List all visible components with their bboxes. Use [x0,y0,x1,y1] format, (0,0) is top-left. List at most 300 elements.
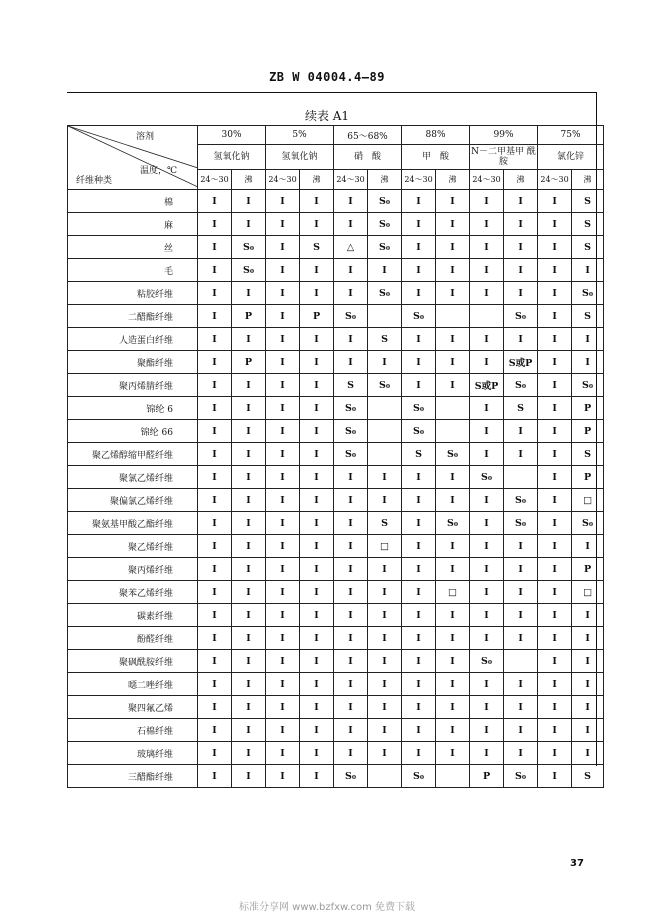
fiber-name: 酚醛纤维 [68,627,198,650]
solubility-cell: I [266,512,300,535]
solubility-cell: I [266,213,300,236]
solubility-cell: I [334,604,368,627]
solubility-cell: I [334,558,368,581]
solubility-cell: I [368,627,402,650]
solubility-cell: I [572,696,604,719]
solubility-cell: I [198,512,232,535]
solubility-cell: S₀ [572,374,604,397]
solvent-concentration: 30% [198,126,266,145]
solubility-cell: I [198,259,232,282]
solubility-cell: I [266,420,300,443]
solubility-cell: I [334,213,368,236]
solubility-cell: I [334,535,368,558]
table-row [68,236,604,259]
temperature-header: 24～30 [402,170,436,190]
solubility-cell: I [504,259,538,282]
solubility-cell: I [402,328,436,351]
solubility-cell: I [436,190,470,213]
solubility-cell: I [402,719,436,742]
solubility-cell: I [470,489,504,512]
solubility-cell: S或P [470,374,504,397]
solubility-cell: I [232,466,266,489]
solubility-cell: I [436,604,470,627]
solubility-cell: I [436,719,470,742]
solubility-cell: I [300,420,334,443]
solubility-cell: I [402,673,436,696]
solubility-cell: I [436,213,470,236]
solubility-cell: I [538,328,572,351]
solubility-cell: I [470,420,504,443]
solubility-cell: I [470,351,504,374]
solubility-cell: I [436,627,470,650]
solubility-cell: I [402,650,436,673]
table-row [68,673,604,696]
solubility-cell: I [334,282,368,305]
solvent-name: 氢氧化钠 [266,145,334,170]
solubility-cell: I [538,719,572,742]
corner-temp-label: 温度，℃ [140,166,178,176]
solubility-cell: S [572,213,604,236]
solubility-cell: I [266,374,300,397]
solubility-cell: I [300,673,334,696]
solubility-cell: I [504,535,538,558]
solubility-cell: S₀ [232,259,266,282]
solubility-cell: S₀ [504,512,538,535]
solubility-cell: I [470,696,504,719]
solubility-cell: I [266,466,300,489]
solubility-cell: I [402,604,436,627]
temperature-header: 沸 [232,170,266,190]
solubility-cell: I [572,535,604,558]
solubility-cell: I [334,259,368,282]
solubility-cell: △ [334,236,368,259]
solubility-cell: I [300,512,334,535]
solubility-cell: I [266,696,300,719]
solubility-cell: I [266,489,300,512]
solubility-cell: I [198,466,232,489]
solubility-cell: I [538,213,572,236]
solubility-cell: I [572,650,604,673]
solubility-cell: I [436,236,470,259]
solubility-cell [504,650,538,673]
solvent-concentration: 75% [538,126,604,145]
fiber-name: 丝 [68,236,198,259]
solubility-cell: I [470,282,504,305]
solubility-cell: I [402,466,436,489]
solubility-cell: I [368,466,402,489]
solubility-cell: I [232,420,266,443]
solubility-cell: I [572,719,604,742]
solubility-cell: I [470,627,504,650]
table-row [68,765,604,788]
solubility-cell: I [232,374,266,397]
table-row [68,466,604,489]
solubility-cell: P [300,305,334,328]
fiber-name: 石棉纤维 [68,719,198,742]
solubility-cell: I [334,719,368,742]
fiber-name: 粘胶纤维 [68,282,198,305]
solubility-cell: I [198,650,232,673]
solubility-cell: S₀ [368,236,402,259]
solubility-cell: I [504,604,538,627]
solubility-cell: I [198,190,232,213]
solubility-cell [368,765,402,788]
solubility-cell: I [266,351,300,374]
solubility-cell: S₀ [368,282,402,305]
fiber-name: 聚丙烯腈纤维 [68,374,198,397]
fiber-name: 棉 [68,190,198,213]
solubility-cell: I [368,696,402,719]
solubility-cell [368,443,402,466]
table-row [68,282,604,305]
solubility-cell: S₀ [504,765,538,788]
solubility-cell: I [266,627,300,650]
solubility-cell: I [572,673,604,696]
solubility-cell [368,420,402,443]
solubility-cell: I [470,259,504,282]
solubility-cell: I [436,742,470,765]
solubility-cell: □ [436,581,470,604]
solubility-cell: I [538,535,572,558]
solubility-cell: I [266,259,300,282]
solubility-cell: I [232,190,266,213]
solubility-cell: I [402,558,436,581]
solubility-cell: S₀ [368,374,402,397]
solvent-name: 甲 酸 [402,145,470,170]
temperature-header: 24～30 [198,170,232,190]
solubility-cell: I [300,213,334,236]
solubility-cell: S [572,236,604,259]
solubility-cell: I [198,305,232,328]
solubility-cell: I [232,443,266,466]
solubility-cell: I [300,765,334,788]
solubility-cell: S₀ [572,282,604,305]
solubility-cell: I [402,627,436,650]
solubility-cell: I [334,650,368,673]
solubility-cell: I [470,190,504,213]
fiber-name: 人造蛋白纤维 [68,328,198,351]
solubility-cell: I [470,719,504,742]
solubility-cell: I [368,259,402,282]
fiber-name: 碳素纤维 [68,604,198,627]
solubility-cell: I [504,673,538,696]
solubility-cell: I [402,190,436,213]
solubility-cell: I [198,397,232,420]
solubility-cell: I [402,535,436,558]
solubility-cell: I [368,489,402,512]
solubility-cell: I [470,397,504,420]
solubility-cell: I [402,374,436,397]
solubility-cell: I [300,719,334,742]
solubility-cell: P [232,351,266,374]
solubility-cell: I [538,558,572,581]
table-row [68,742,604,765]
solubility-cell: S₀ [232,236,266,259]
table-row [68,213,604,236]
page-number: 37 [570,858,584,869]
solubility-cell: I [266,581,300,604]
solubility-cell: I [334,466,368,489]
solubility-cell: I [266,673,300,696]
solubility-cell: I [198,328,232,351]
solubility-cell: I [300,742,334,765]
solubility-cell: S [368,512,402,535]
solubility-cell: I [436,351,470,374]
solubility-cell: I [266,190,300,213]
solubility-cell: I [572,742,604,765]
solubility-cell: I [436,558,470,581]
solvent-concentration: 5% [266,126,334,145]
solubility-cell: S [504,397,538,420]
solubility-cell: I [368,604,402,627]
solubility-cell: I [266,604,300,627]
solubility-cell: I [300,489,334,512]
solubility-cell: I [266,397,300,420]
solubility-cell: I [504,190,538,213]
solubility-cell: I [198,420,232,443]
fiber-name: 锦纶 6 [68,397,198,420]
solubility-cell: I [266,328,300,351]
solubility-cell: I [334,742,368,765]
solubility-cell: I [266,535,300,558]
solubility-cell: I [334,673,368,696]
solubility-cell: I [436,535,470,558]
solubility-cell: I [266,282,300,305]
solubility-cell: S [572,190,604,213]
solubility-cell: S [572,443,604,466]
solvent-name: 氯化锌 [538,145,604,170]
solubility-cell: I [470,558,504,581]
solubility-cell: I [470,535,504,558]
fiber-name: 聚偏氯乙烯纤维 [68,489,198,512]
table-row [68,535,604,558]
solubility-cell: S₀ [402,765,436,788]
solubility-cell: I [266,558,300,581]
solubility-cell: I [470,604,504,627]
solubility-cell: I [504,443,538,466]
solubility-cell: I [198,351,232,374]
solubility-cell: I [232,650,266,673]
solubility-cell: I [198,282,232,305]
document-header: ZB W 04004.4—89 [269,70,385,84]
table-corner-header [68,126,198,190]
solubility-cell: I [232,581,266,604]
solubility-cell: □ [572,489,604,512]
solubility-cell: I [334,190,368,213]
solubility-cell: I [436,673,470,696]
temperature-header: 沸 [504,170,538,190]
solubility-cell: S₀ [504,305,538,328]
solvent-name: 氢氧化钠 [198,145,266,170]
temperature-header: 沸 [572,170,604,190]
solubility-cell: I [402,696,436,719]
solvent-concentration: 65～68% [334,126,402,145]
solubility-cell: I [402,489,436,512]
table-row [68,650,604,673]
table-row [68,581,604,604]
solubility-cell: I [504,282,538,305]
solubility-cell: I [266,236,300,259]
solubility-cell: I [470,673,504,696]
table-row [68,512,604,535]
fiber-name: 聚四氟乙烯 [68,696,198,719]
solubility-cell: I [538,420,572,443]
fiber-name: 锦纶 66 [68,420,198,443]
table-row [68,627,604,650]
fiber-name: 二醋酯纤维 [68,305,198,328]
solubility-cell: I [504,696,538,719]
solubility-cell [436,305,470,328]
solubility-cell: I [300,397,334,420]
solubility-cell: S₀ [572,512,604,535]
solubility-cell: P [572,420,604,443]
solubility-cell: I [402,282,436,305]
solubility-cell: I [538,673,572,696]
solubility-cell: I [198,742,232,765]
solubility-cell: I [402,581,436,604]
solubility-cell: I [198,627,232,650]
fiber-name: 毛 [68,259,198,282]
solubility-cell: I [538,765,572,788]
solubility-cell: I [300,282,334,305]
temperature-header: 24～30 [538,170,572,190]
temperature-header: 24～30 [334,170,368,190]
solubility-cell: I [504,213,538,236]
solubility-cell: I [538,604,572,627]
solubility-cell: I [300,351,334,374]
table-row [68,489,604,512]
solubility-cell: I [232,765,266,788]
solubility-cell: I [470,443,504,466]
solubility-cell: S₀ [436,512,470,535]
solubility-cell: I [300,190,334,213]
solubility-cell: I [232,719,266,742]
table-row [68,443,604,466]
solubility-cell: S [402,443,436,466]
solvent-concentration: 88% [402,126,470,145]
solubility-cell: I [232,397,266,420]
solubility-cell: I [368,650,402,673]
temperature-header: 沸 [436,170,470,190]
solubility-cell: I [538,443,572,466]
solvent-name: N－二甲基甲 酰 胺 [470,145,538,170]
solubility-cell: I [232,696,266,719]
solubility-cell [368,305,402,328]
solubility-cell: I [572,351,604,374]
solubility-cell: I [198,374,232,397]
solubility-cell: I [198,765,232,788]
fiber-name: 聚酯纤维 [68,351,198,374]
solubility-cell: S或P [504,351,538,374]
temperature-header: 24～30 [470,170,504,190]
solubility-cell: I [470,512,504,535]
solubility-cell: S₀ [368,190,402,213]
solvent-concentration: 99% [470,126,538,145]
solubility-cell: S [300,236,334,259]
solubility-cell: I [232,282,266,305]
solubility-cell: I [368,673,402,696]
table-title: 续表 A1 [304,109,350,123]
solubility-cell: I [198,581,232,604]
solubility-cell: I [402,259,436,282]
temperature-header: 沸 [300,170,334,190]
solubility-cell: P [572,558,604,581]
corner-solvent-label: 溶剂 [136,132,155,142]
solubility-cell: I [538,397,572,420]
solubility-cell: I [368,351,402,374]
fiber-name: 聚乙烯醇缩甲醛纤维 [68,443,198,466]
fiber-name: 聚氨基甲酸乙酯纤维 [68,512,198,535]
solubility-cell: I [504,420,538,443]
solubility-cell: I [198,604,232,627]
solubility-cell: I [538,512,572,535]
solubility-cell: I [538,305,572,328]
table-row [68,305,604,328]
solubility-cell: S₀ [334,443,368,466]
solubility-cell: P [572,466,604,489]
solubility-cell: I [504,558,538,581]
solubility-cell: I [266,443,300,466]
solubility-cell: S₀ [334,397,368,420]
solubility-cell: I [436,696,470,719]
table-row [68,190,604,213]
table-row [68,719,604,742]
solubility-cell: I [266,650,300,673]
solubility-cell: I [402,236,436,259]
fiber-name: 三醋酯纤维 [68,765,198,788]
solubility-cell: I [266,305,300,328]
solubility-cell: P [572,397,604,420]
table-row [68,259,604,282]
solubility-cell: I [470,742,504,765]
solubility-cell: I [198,213,232,236]
solubility-cell: I [334,581,368,604]
solubility-cell: S [368,328,402,351]
solubility-cell: I [470,236,504,259]
solubility-cell: I [572,627,604,650]
solubility-cell: I [334,489,368,512]
solubility-cell: S₀ [470,650,504,673]
fiber-name: 聚丙烯纤维 [68,558,198,581]
fiber-name: 聚乙烯纤维 [68,535,198,558]
solubility-cell: I [300,443,334,466]
solubility-cell: S₀ [334,305,368,328]
solubility-cell: I [300,581,334,604]
solubility-cell: I [572,328,604,351]
solubility-cell: S₀ [334,765,368,788]
solubility-cell: I [402,512,436,535]
solubility-cell: I [334,351,368,374]
solubility-cell: I [470,213,504,236]
solubility-cell: S [572,765,604,788]
solubility-cell: I [198,558,232,581]
solubility-table [67,125,604,788]
solubility-cell: S₀ [368,213,402,236]
solubility-cell: I [232,673,266,696]
solubility-cell: □ [572,581,604,604]
solubility-cell: I [402,213,436,236]
solubility-cell: P [232,305,266,328]
solubility-cell [368,397,402,420]
solubility-cell: S₀ [402,397,436,420]
fiber-name: 玻璃纤维 [68,742,198,765]
solubility-cell: I [572,259,604,282]
solubility-cell: I [538,466,572,489]
solubility-cell: I [402,742,436,765]
solubility-cell: I [504,328,538,351]
table-row [68,604,604,627]
solubility-cell: I [300,604,334,627]
